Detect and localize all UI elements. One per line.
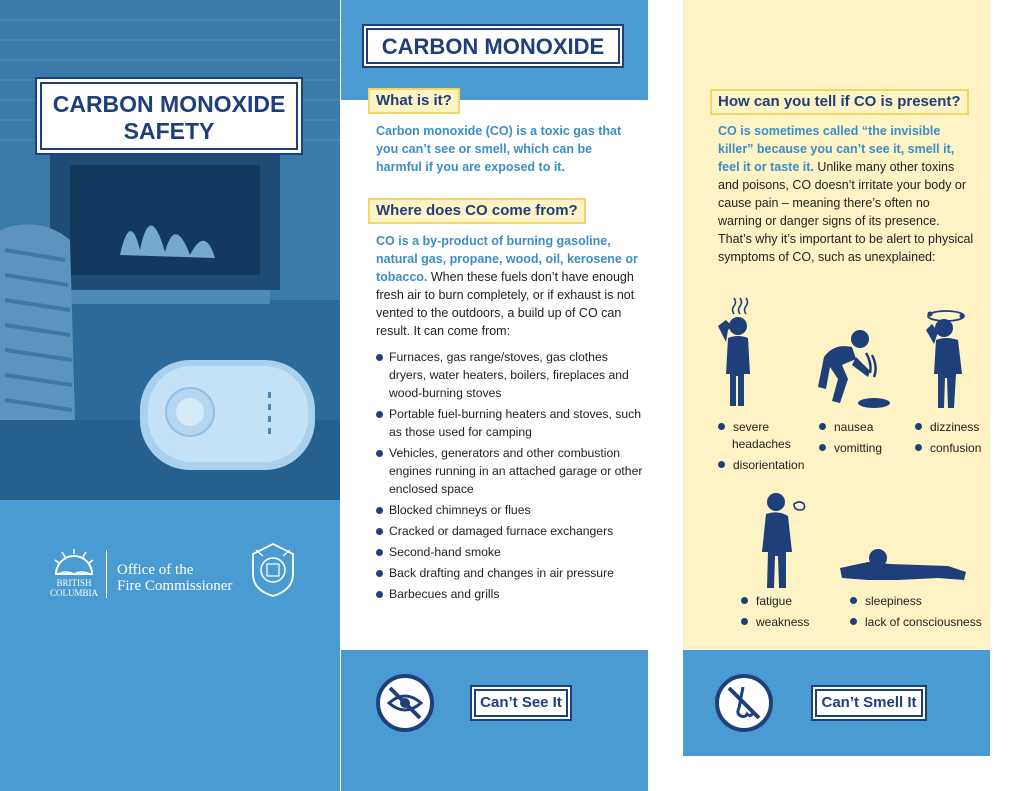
where-body-text: When these fuels don’t have enough fresh air to burn completely, or if exhaust is not vented to the outdoors, a build up of CO can result. It can come from:	[376, 270, 635, 338]
bullet-icon	[819, 423, 826, 430]
bullet-icon	[850, 618, 857, 625]
where-bold-text: CO is a by-product of burning gasoline, natural gas, propane, wood, oil, kerosene or tobacco.	[376, 234, 638, 284]
symptom-disorientation-text: disorientation	[733, 458, 805, 472]
office-line1: Office of the	[117, 562, 194, 578]
unconscious-figure-icon	[838, 546, 970, 584]
bullet-icon	[741, 597, 748, 604]
present-paragraph	[718, 122, 976, 266]
bullet-icon	[915, 444, 922, 451]
cover-title-line1: CARBON MONOXIDE	[52, 91, 286, 117]
symptom-fatigue-text: fatigue	[756, 594, 793, 608]
source-item: Furnaces, gas range/stoves, gas clothes dryers, water heaters, boilers, fireplaces and wood-burning stoves	[375, 348, 647, 402]
bullet-icon	[850, 597, 857, 604]
office-line2: Fire Commissioner	[117, 578, 233, 594]
source-item: Barbecues and grills	[375, 585, 647, 603]
where-paragraph	[376, 232, 644, 340]
cant-see-label: Can’t See It	[474, 689, 568, 717]
source-item: Blocked chimneys or flues	[375, 501, 647, 519]
crossed-eye-icon	[380, 678, 430, 728]
bc-line1: BRITISH	[56, 578, 92, 588]
bullet-icon	[819, 444, 826, 451]
symptom-vomitting-text: vomitting	[834, 441, 883, 455]
logos	[0, 520, 340, 620]
present-heading: How can you tell if CO is present?	[710, 89, 969, 115]
symptom-unconsciousness-text: lack of consciousness	[865, 615, 982, 629]
source-item: Vehicles, generators and other combustion engines running in an attached garage or other enclosed space	[375, 444, 647, 498]
fire-commissioner-crest-icon	[248, 542, 298, 598]
office-name	[117, 562, 232, 594]
symptom-confusion	[915, 441, 981, 456]
present-body-text: Unlike many other toxins and poisons, CO doesn’t irritate your body or cause pain – meaning there’s often no warning or danger signs of its presence. That’s why it’s important to be alert to physical symptoms of CO, such as unexplained:	[718, 160, 974, 264]
symptom-nausea-text: nausea	[834, 420, 874, 434]
symptom-dizziness	[915, 420, 979, 435]
where-heading: Where does CO come from?	[368, 198, 586, 224]
bc-logo-text	[50, 578, 98, 598]
symptom-disorientation	[718, 458, 804, 473]
symptom-vomitting	[819, 441, 882, 456]
cover-title-line2: SAFETY	[123, 118, 215, 144]
symptom-sleepiness-text: sleepiness	[865, 594, 922, 608]
headache-figure-icon	[714, 296, 764, 408]
bc-line2: COLUMBIA	[50, 588, 99, 598]
bullet-icon	[915, 423, 922, 430]
symptom-headache-cont: headaches	[732, 437, 791, 451]
present-bold-text: CO is sometimes called “the invisible killer” because you can’t see it, smell it, feel it or taste it.	[718, 124, 955, 174]
sources-list	[375, 348, 647, 606]
symptom-nausea	[819, 420, 873, 435]
cover-title	[40, 82, 298, 150]
logo-divider	[106, 550, 107, 598]
fireplace-photo	[0, 0, 340, 500]
cover-panel	[0, 0, 340, 791]
source-item: Second-hand smoke	[375, 543, 647, 561]
source-item: Back drafting and changes in air pressure	[375, 564, 647, 582]
source-item: Cracked or damaged furnace exchangers	[375, 522, 647, 540]
fatigue-figure-icon	[752, 490, 808, 590]
bullet-icon	[718, 461, 725, 468]
cant-smell-label: Can’t Smell It	[815, 689, 923, 717]
middle-title: CARBON MONOXIDE	[366, 28, 620, 64]
symptom-dizziness-text: dizziness	[930, 420, 980, 434]
symptom-confusion-text: confusion	[930, 441, 982, 455]
source-item: Portable fuel-burning heaters and stoves, such as those used for camping	[375, 405, 647, 441]
dizziness-figure-icon	[920, 304, 976, 410]
bc-sun-logo-icon	[52, 548, 96, 578]
symptom-sleepiness	[850, 594, 922, 609]
what-heading: What is it?	[368, 88, 460, 114]
symptom-weakness	[741, 615, 809, 630]
crossed-nose-icon	[719, 678, 769, 728]
nausea-figure-icon	[812, 323, 892, 413]
no-see-badge	[376, 674, 434, 732]
bullet-icon	[741, 618, 748, 625]
symptom-weakness-text: weakness	[756, 615, 810, 629]
symptom-unconsciousness	[850, 615, 982, 630]
symptom-fatigue	[741, 594, 792, 609]
what-text: Carbon monoxide (CO) is a toxic gas that you can’t see or smell, which can be harmful if you are exposed to it.	[376, 124, 622, 174]
no-smell-badge	[715, 674, 773, 732]
bullet-icon	[718, 423, 725, 430]
fireplace-photo-illustration	[0, 0, 340, 500]
symptom-headache	[718, 420, 769, 435]
symptom-headache-text: severe	[733, 420, 770, 434]
